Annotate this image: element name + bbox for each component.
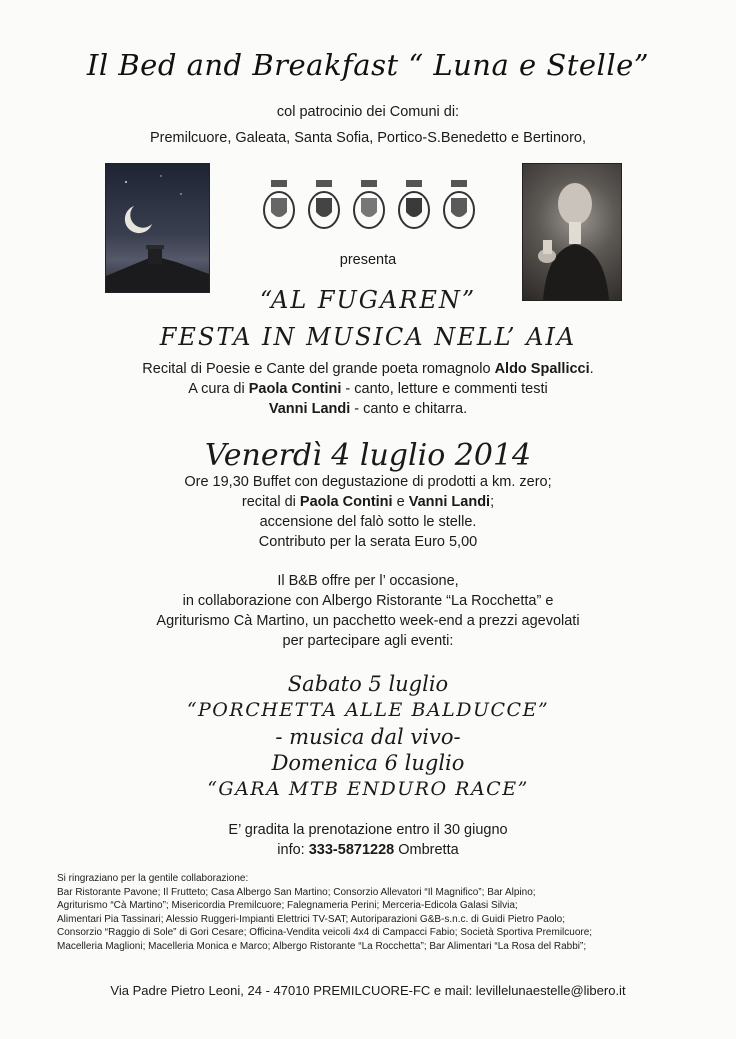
program-prefix: recital di — [241, 494, 300, 510]
musician-line — [0, 401, 736, 417]
offer-line-3: Agriturismo Cà Martino, un pacchetto week-end a prezzi agevolati — [156, 613, 580, 629]
crest-icon — [262, 178, 296, 232]
info-line — [0, 842, 736, 858]
program-line-4: Contributo per la serata Euro 5,00 — [258, 534, 478, 550]
presenta-label: presenta — [339, 252, 397, 268]
municipalities-line: Premilcuore, Galeata, Santa Sofia, Portico-S.Benedetto e Bertinoro, — [149, 130, 587, 146]
contact-name: Ombretta — [394, 842, 459, 858]
saturday-event: “PORCHETTA ALLE BALDUCCE” — [186, 699, 550, 721]
crest-icon — [397, 178, 431, 232]
bnb-title: Il Bed and Breakfast “ Luna e Stelle” — [86, 48, 650, 82]
acknowledgement-line: Bar Ristorante Pavone; Il Frutteto; Casa Albergo San Martino; Consorzio Allevatori “Il Magnifico”; Bar Alpino; — [57, 886, 536, 898]
program-line-3: accensione del falò sotto le stelle. — [259, 514, 477, 530]
acknowledgement-line: Macelleria Maglioni; Macelleria Monica e Marco; Albergo Ristorante “La Rocchetta”; Bar Alimentari “La Rosa del Rabbi”; — [57, 940, 587, 952]
curator-prefix: A cura di — [188, 381, 249, 397]
poet-portrait-photo — [522, 163, 622, 301]
night-sky-photo — [105, 163, 210, 293]
acknowledgement-line: Alimentari Pia Tassinari; Alessio Ruggeri-Impianti Elettrici TV-SAT; Autoriparazioni G&B-s.n.c. di Guidi Pietro Paolo; — [57, 913, 565, 925]
program-line-1: Ore 19,30 Buffet con degustazione di prodotti a km. zero; — [184, 474, 552, 490]
patronage-line: col patrocinio dei Comuni di: — [276, 104, 460, 120]
municipal-crests — [262, 178, 476, 234]
program-suffix: ; — [490, 494, 495, 510]
performer-name-1: Paola Contini — [299, 494, 393, 510]
recital-text: Recital di Poesie e Cante del grande poeta romagnolo — [142, 361, 495, 377]
offer-line-4: per partecipare agli eventi: — [282, 633, 454, 649]
sunday-event: “GARA MTB ENDURO RACE” — [207, 778, 529, 800]
saturday-date: Sabato 5 luglio — [287, 672, 449, 696]
event-subtitle: FESTA IN MUSICA NELL’ AIA — [159, 323, 577, 351]
crest-icon — [307, 178, 341, 232]
acknowledgement-line: Si ringraziano per la gentile collaborazione: — [57, 873, 249, 884]
curator-name: Paola Contini — [248, 381, 342, 397]
program-conjunction: e — [392, 494, 409, 510]
crest-icon — [442, 178, 476, 232]
phone-number: 333-5871228 — [308, 842, 395, 858]
crest-icon — [352, 178, 386, 232]
footer-address: Via Padre Pietro Leoni, 24 - 47010 PREMILCUORE-FC e mail: levillelunaestelle@libero.it — [110, 983, 626, 998]
program-line-2 — [0, 494, 736, 510]
acknowledgements — [57, 872, 707, 954]
musician-role: - canto e chitarra. — [350, 401, 468, 417]
curator-role: - canto, letture e commenti testi — [341, 381, 548, 397]
recital-suffix: . — [589, 361, 594, 377]
event-title: “AL FUGAREN” — [259, 286, 477, 314]
musician-name: Vanni Landi — [268, 401, 351, 417]
poet-name: Aldo Spallicci — [494, 361, 590, 377]
sunday-date: Domenica 6 luglio — [271, 751, 465, 775]
recital-line — [0, 361, 736, 377]
saturday-music: - musica dal vivo- — [275, 725, 461, 749]
info-prefix: info: — [277, 842, 309, 858]
booking-line: E’ gradita la prenotazione entro il 30 giugno — [228, 822, 508, 838]
offer-line-1: Il B&B offre per l’ occasione, — [277, 573, 459, 589]
offer-line-2: in collaborazione con Albergo Ristorante “La Rocchetta” e — [182, 593, 554, 609]
event-date: Venerdì 4 luglio 2014 — [204, 438, 532, 473]
curator-line — [0, 381, 736, 397]
acknowledgement-line: Consorzio “Raggio di Sole” di Gori Cesare; Officina-Vendita veicoli 4x4 di Campacci Fabio; Società Sportiva Premilcuore; — [57, 927, 593, 939]
performer-name-2: Vanni Landi — [408, 494, 491, 510]
acknowledgement-line: Agriturismo “Cà Martino”; Misericordia Premilcuore; Falegnameria Perini; Merceria-Edicola Galasi Silvia; — [57, 900, 518, 912]
